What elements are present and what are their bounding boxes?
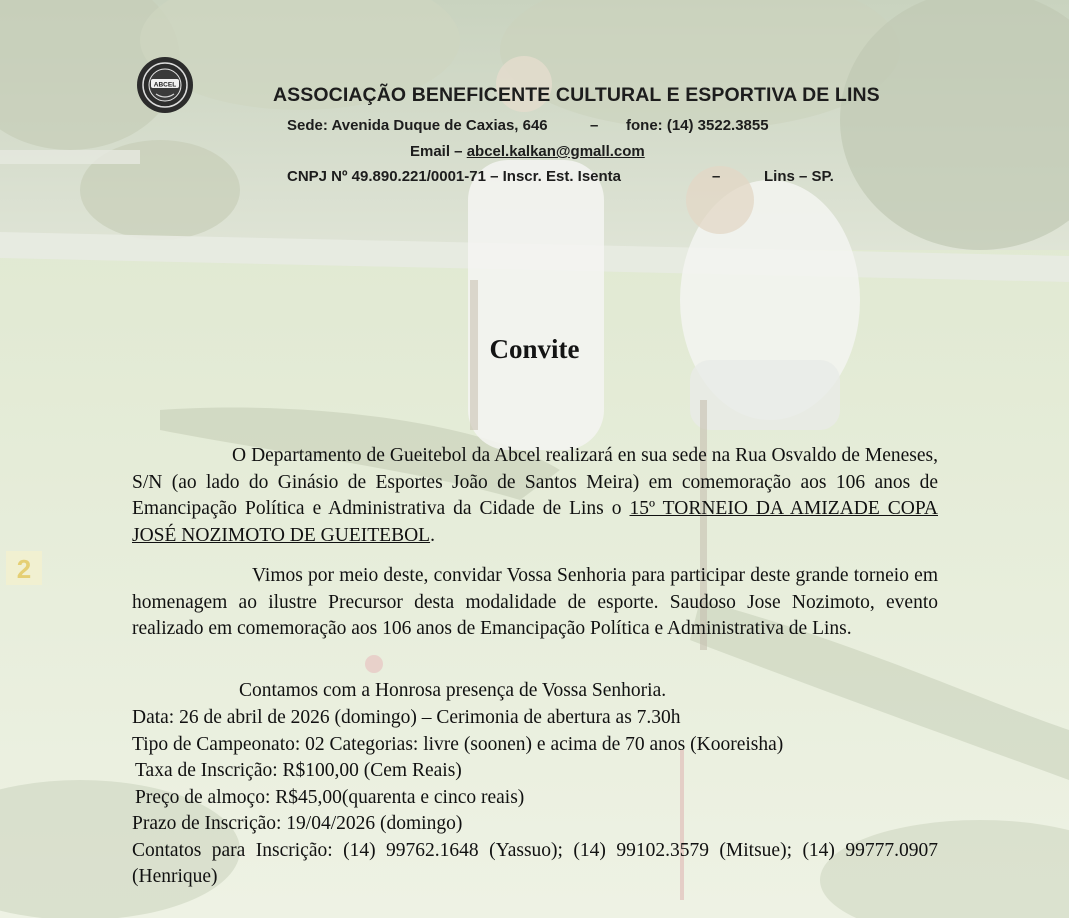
event-name: 15º TORNEIO DA AMIZADE COPA JOSÉ NOZIMOTO DE GUEITEBOL: [132, 498, 938, 546]
org-cnpj: CNPJ Nº 49.890.221/0001-71 – Inscr. Est. Isenta: [287, 168, 622, 185]
email-label: Email –: [410, 143, 463, 160]
paragraph-1-text: O Departamento de Gueitebol da Abcel realizará en sua sede na Rua Osvaldo de Meneses, S/N (ao lado do Ginásio de Esportes João de Santos Meira) em comemoração aos 106 anos de Emancipação Política e Administrativa da Cidade de Lins o: [132, 445, 938, 519]
org-phone: fone: (14) 3522.3855: [626, 117, 769, 134]
document-title: Convite: [489, 334, 580, 364]
org-city: Lins – SP.: [764, 168, 834, 185]
association-logo: [136, 56, 194, 114]
paragraph-2: [132, 563, 938, 643]
detail-lunch: Preço de almoço: R$45,00(quarenta e cinco reais): [135, 786, 525, 808]
org-name: ASSOCIAÇÃO BENEFICENTE CULTURAL E ESPORTIVA DE LINS: [273, 84, 880, 106]
event-details: [132, 705, 938, 891]
marker-number: 2: [16, 554, 32, 584]
paragraph-2-text: Vimos por meio deste, convidar Vossa Senhoria para participar deste grande torneio em homenagem ao ilustre Precursor desta modalidade de esporte. Saudoso Jose Nozimoto, evento realizado em comemoração aos 106 anos de Emancipação Política e Administrativa de Lins.: [132, 565, 938, 639]
header-dash-1: –: [590, 117, 599, 134]
detail-fee: Taxa de Inscrição: R$100,00 (Cem Reais): [135, 760, 462, 781]
email-link[interactable]: abcel.kalkan@gmall.com: [466, 143, 645, 160]
email-line: [410, 143, 645, 160]
paragraph-3-text: Contamos com a Honrosa presença de Vossa Senhoria.: [239, 680, 667, 701]
detail-contacts: Contatos para Inscrição: (14) 99762.1648 (Yassuo); (14) 99102.3579 (Mitsue); (14) 99777.0907 (Henrique): [132, 839, 938, 887]
paragraph-1: [132, 443, 938, 549]
detail-type: Tipo de Campeonato: 02 Categorias: livre (soonen) e acima de 70 anos (Kooreisha): [132, 733, 784, 755]
org-address: Sede: Avenida Duque de Caxias, 646: [287, 117, 548, 134]
paragraph-1-end: .: [430, 524, 435, 546]
detail-deadline: Prazo de Inscrição: 19/04/2026 (domingo): [132, 813, 463, 834]
logo-text: ABCEL: [153, 81, 177, 89]
header-dash-2: –: [712, 168, 721, 185]
detail-date: Data: 26 de abril de 2026 (domingo) – Cerimonia de abertura as 7.30h: [132, 707, 681, 728]
paragraph-3: [239, 678, 939, 705]
